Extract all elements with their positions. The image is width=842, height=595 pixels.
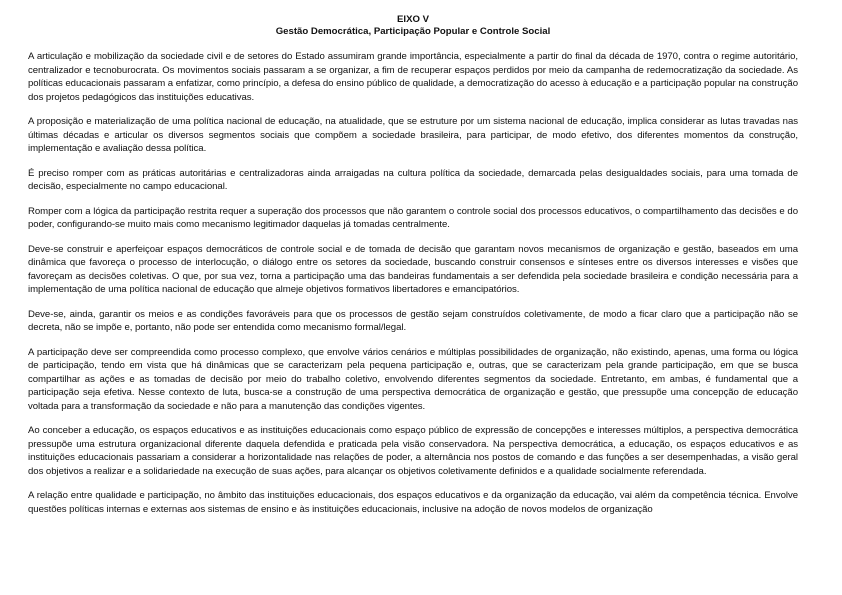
paragraph-1: A articulação e mobilização da sociedade civil e de setores do Estado assumiram grande importância, especialmente a partir do final da década de 1970, contra o regime autoritário, centralizador e tecnoburocrata. Os movimentos sociais passaram a se organizar, a fim de recuperar espaços perdidos por meio da campanha de redemocratização da sociedade. As políticas educacionais passaram a enfatizar, como princípio, a defesa do ensino público de qualidade, a democratização do acesso à educação e a participação popular na construção dos projetos pedagógicos das instituições educativas. [28, 51, 798, 103]
paragraph-5: Deve-se construir e aperfeiçoar espaços democráticos de controle social e de tomada de decisão que garantam novos mecanismos de organização e gestão, baseados em uma dinâmica que favoreça o processo de interlocução, o diálogo entre os setores da sociedade, buscando construir consensos e sínteses entre os diversos interesses e visões que favoreçam as decisões coletivas. O que, por sua vez, torna a participação uma das bandeiras fundamentais a ser defendida pela sociedade brasileira e condição necessária para a implementação de uma política nacional de educação que almeje objetivos formativos libertadores e emancipatórios. [28, 243, 798, 295]
paragraph-3: É preciso romper com as práticas autoritárias e centralizadoras ainda arraigadas na cultura política da sociedade, demarcada pelas desigualdades sociais, para uma tomada de decisão, especialmente no campo educacional. [28, 167, 798, 192]
paragraph-8: Ao conceber a educação, os espaços educativos e as instituições educacionais como espaço público de expressão de concepções e interesses múltiplos, a perspectiva democrática pressupõe uma estrutura organizacional diferente daquela defendida e praticada pela visão conservadora. Na perspectiva democrática, a educação, os espaços educativos e as instituições educacionais passariam a considerar a horizontalidade nas relações de poder, a alternância nos postos de comando e das funções a ser desempenhadas, a visão geral dos objetivos a realizar e a solidariedade na execução de suas ações, para alcançar os objetivos coletivamente definidos e a qualidade socialmente referendada. [28, 425, 798, 477]
document-page [28, 14, 798, 527]
document-title: EIXO V [397, 14, 429, 25]
paragraph-2: A proposição e materialização de uma política nacional de educação, na atualidade, que se estruture por um sistema nacional de educação, implica considerar as lutas travadas nas últimas décadas e articular os diversos segmentos sociais que compõem a sociedade brasileira, para participar, de modo efetivo, dos diferentes momentos da construção, implementação e avaliação dessa política. [28, 116, 798, 154]
paragraph-7: A participação deve ser compreendida como processo complexo, que envolve vários cenários e múltiplas possibilidades de organização, não existindo, apenas, uma forma ou lógica de participação, tendo em vista que há dinâmicas que se caracterizam pela pequena participação e, outras, que se caracterizam pela grande participação, em que se busca compartilhar as ações e as tomadas de decisão por meio do trabalho coletivo, envolvendo diferentes segmentos da sociedade. Entretanto, em ambas, é fundamental que a participação seja efetiva. Nesse contexto de luta, busca-se a construção de uma perspectiva democrática de organização e gestão, que pressupõe uma concepção de educação voltada para a transformação da sociedade e não para a manutenção das condições vigentes. [28, 346, 798, 412]
paragraph-4: Romper com a lógica da participação restrita requer a superação dos processos que não garantem o controle social dos processos educativos, o compartilhamento das decisões e do poder, configurando-se muito mais como mecanismo legitimador daquelas já tomadas centralmente. [28, 205, 798, 230]
document-subtitle: Gestão Democrática, Participação Popular e Controle Social [275, 26, 551, 37]
paragraph-6: Deve-se, ainda, garantir os meios e as condições favoráveis para que os processos de gestão sejam construídos coletivamente, de modo a ficar claro que a participação não se decreta, não se impõe e, portanto, não pode ser entendida como mecanismo formal/legal. [28, 308, 798, 333]
paragraph-9: A relação entre qualidade e participação, no âmbito das instituições educacionais, dos espaços educativos e da organização da educação, vai além da competência técnica. Envolve questões políticas internas e externas aos sistemas de ensino e às instituições educacionais, inclusive na adoção de novos modelos de organização [28, 490, 798, 515]
